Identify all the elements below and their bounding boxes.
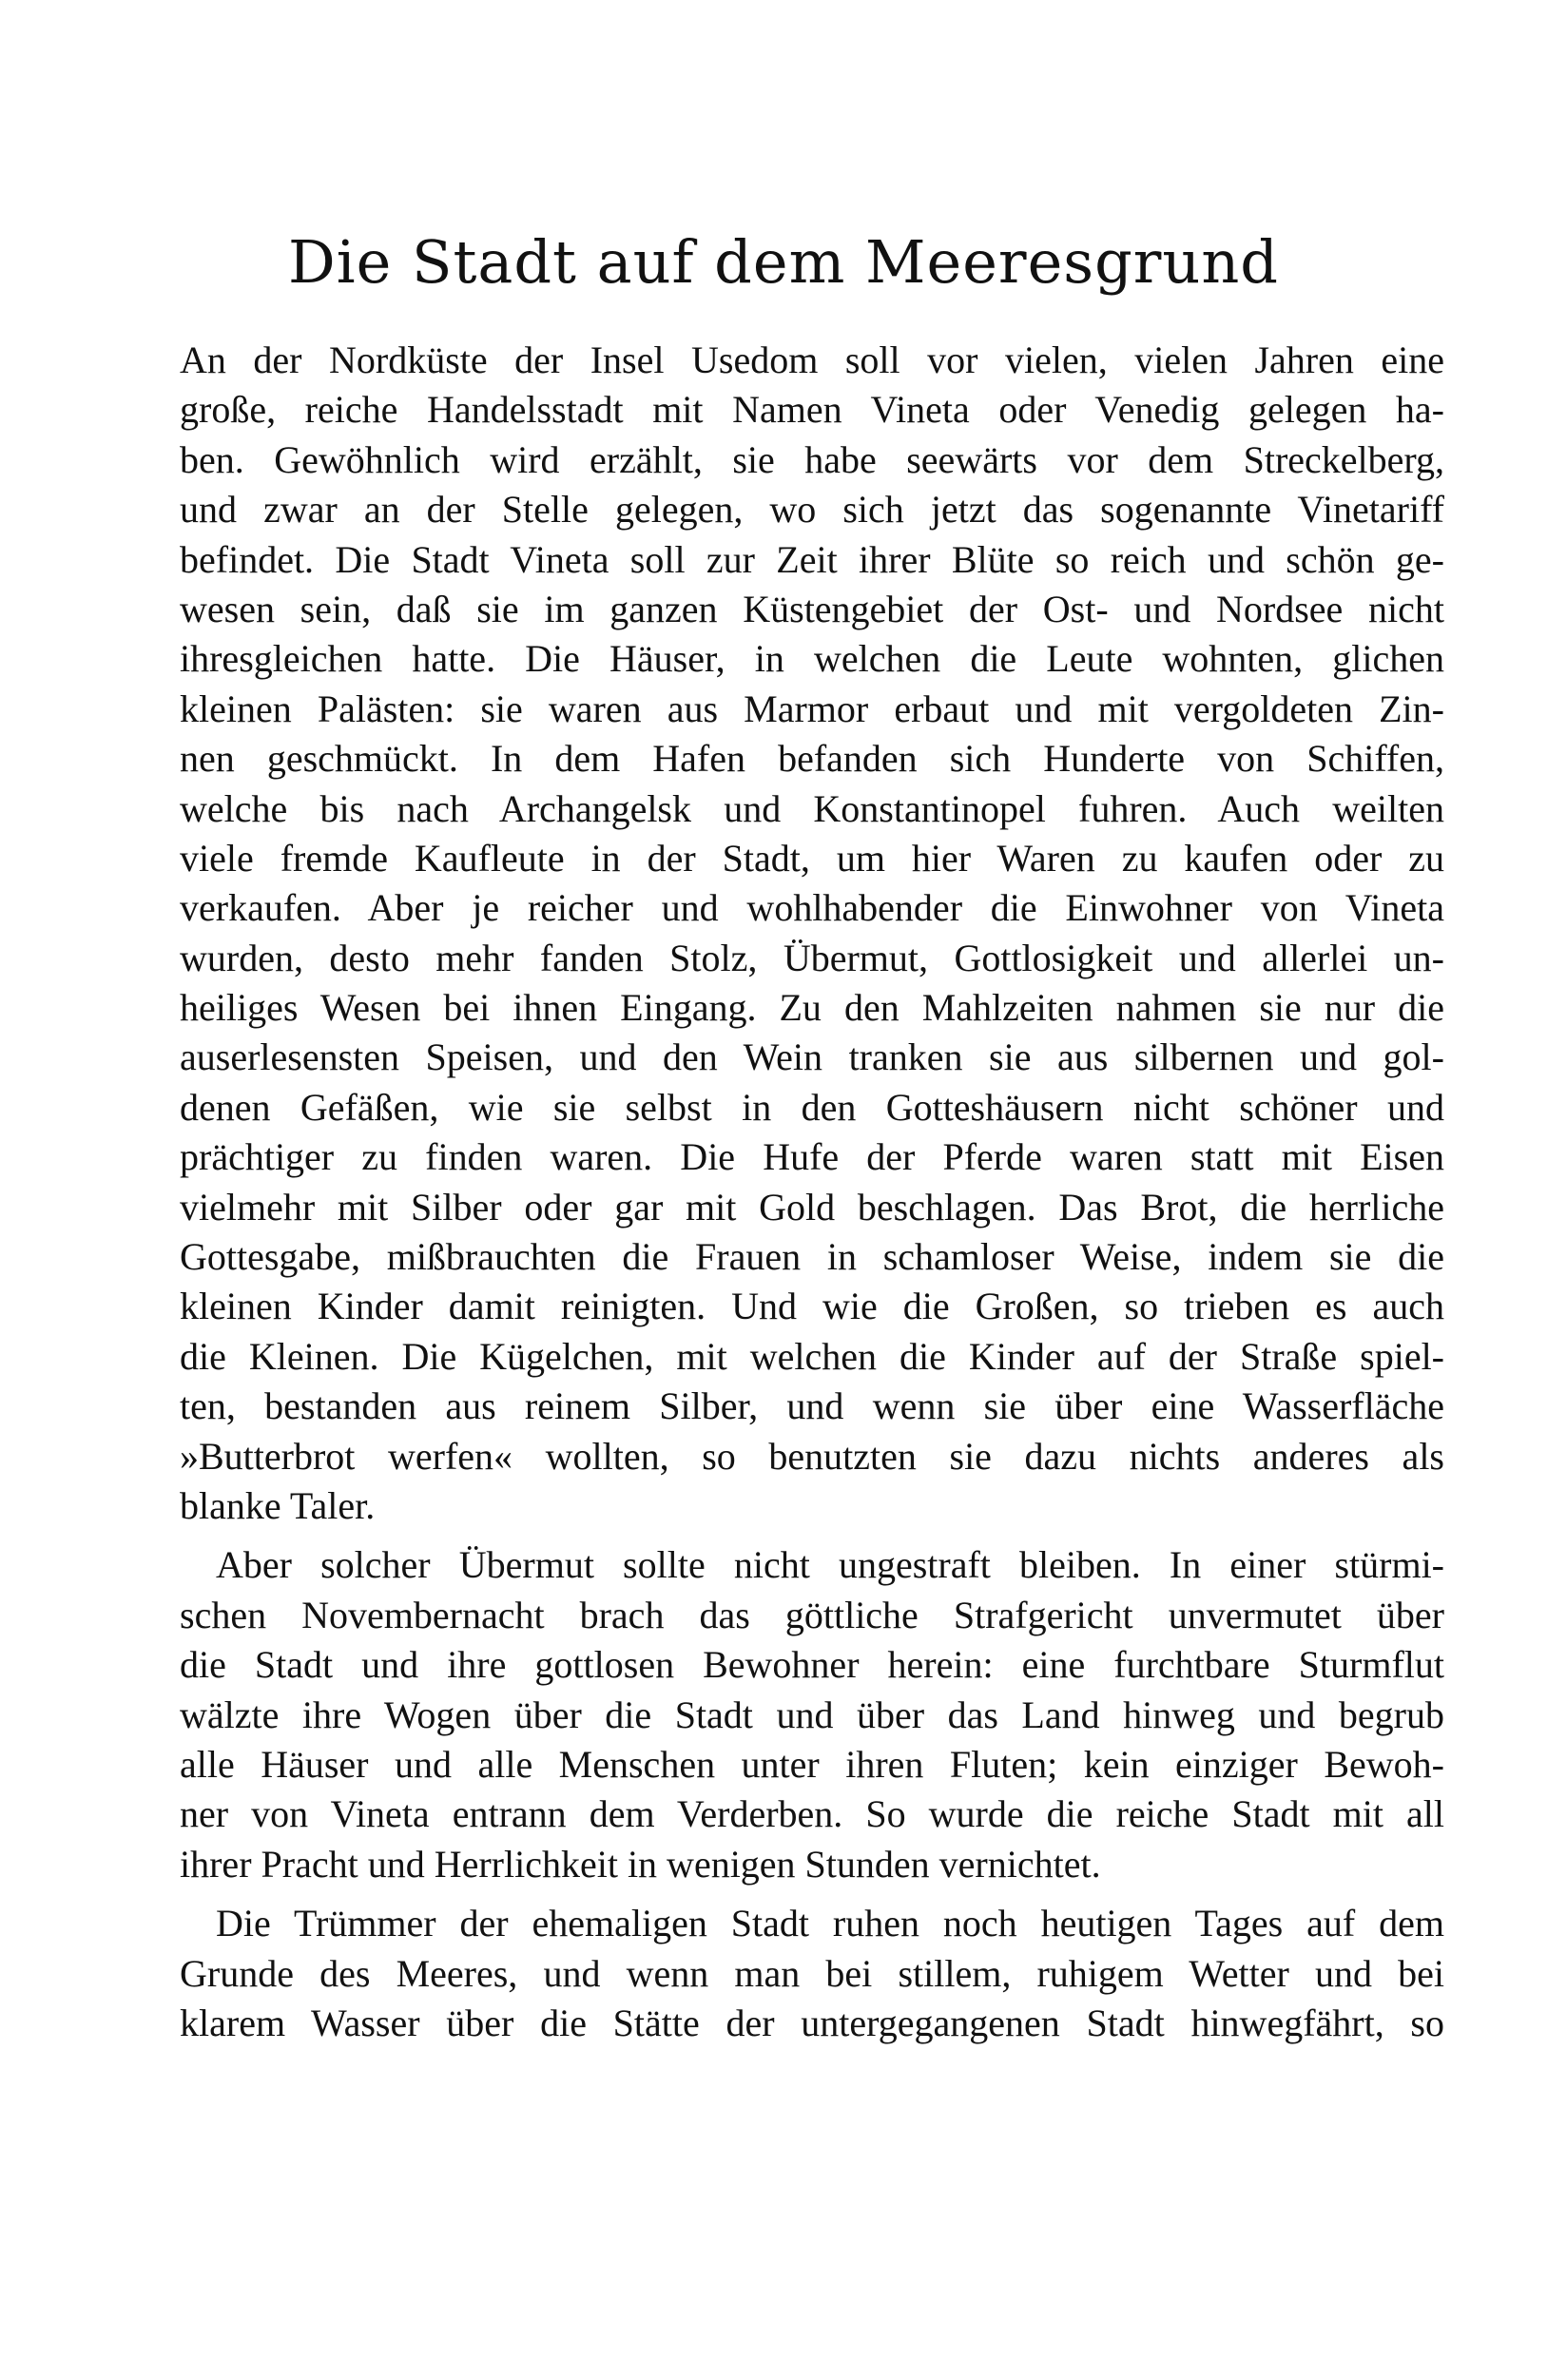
text-line: große, reiche Handelsstadt mit Namen Vineta oder Venedig gelegen ha- [180,388,1444,432]
text-line: Grunde des Meeres, und wenn man bei stillem, ruhigem Wetter und bei [180,1951,1444,1995]
text-line: verkaufen. Aber je reicher und wohlhabender die Einwohner von Vineta [180,886,1444,930]
text-line: ten, bestanden aus reinem Silber, und wenn sie über eine Wasserfläche [180,1384,1444,1428]
text-line: Gottesgabe, mißbrauchten die Frauen in schamloser Weise, indem sie die [180,1235,1444,1279]
text-line: denen Gefäßen, wie sie selbst in den Gotteshäusern nicht schöner und [180,1085,1444,1129]
text-line: kleinen Kinder damit reinigten. Und wie die Großen, so trieben es auch [180,1285,1444,1328]
text-line: wurden, desto mehr fanden Stolz, Übermut, Gottlosigkeit und allerlei un- [180,936,1444,979]
text-line: ner von Vineta entrann dem Verderben. So wurde die reiche Stadt mit all [180,1792,1444,1836]
text-line: vielmehr mit Silber oder gar mit Gold beschlagen. Das Brot, die herrliche [180,1185,1444,1229]
paragraph [180,1899,1444,2048]
text-line: wesen sein, daß sie im ganzen Küstengebiet der Ost- und Nordsee nicht [180,587,1444,630]
text-line: prächtiger zu finden waren. Die Hufe der Pferde waren statt mit Eisen [180,1135,1444,1179]
text-line: An der Nordküste der Insel Usedom soll vor vielen, vielen Jahren eine [180,339,1444,381]
text-line: alle Häuser und alle Menschen unter ihren Fluten; kein einziger Bewoh- [180,1742,1444,1786]
text-line: blanke Taler. [180,1483,376,1527]
text-line: Die Trümmer der ehemaligen Stadt ruhen noch heutigen Tages auf dem [216,1902,1444,1945]
text-line: klarem Wasser über die Stätte der untergegangenen Stadt hinwegfährt, so [180,2001,1444,2044]
text-line: ben. Gewöhnlich wird erzählt, sie habe seewärts vor dem Streckelberg, [180,437,1444,481]
text-line: welche bis nach Archangelsk und Konstantinopel fuhren. Auch weilten [180,786,1444,830]
paragraph [180,1540,1444,1889]
story-text [180,336,1444,2048]
text-line: auserlesensten Speisen, und den Wein tranken sie aus silbernen und gol- [180,1035,1444,1079]
paragraph [180,336,1444,1531]
page-title: Die Stadt auf dem Meeresgrund [288,227,1279,297]
text-line: die Kleinen. Die Kügelchen, mit welchen die Kinder auf der Straße spiel- [180,1334,1444,1378]
text-line: heiliges Wesen bei ihnen Eingang. Zu den Mahlzeiten nahmen sie nur die [180,986,1444,1030]
text-line: »Butterbrot werfen« wollten, so benutzten sie dazu nichts anderes als [180,1434,1444,1478]
text-line: ihresgleichen hatte. Die Häuser, in welchen die Leute wohnten, glichen [180,637,1444,681]
text-line: Aber solcher Übermut sollte nicht ungestraft bleiben. In einer stürmi- [216,1543,1444,1587]
text-line: schen Novembernacht brach das göttliche Strafgericht unvermutet über [180,1593,1444,1636]
text-line: befindet. Die Stadt Vineta soll zur Zeit ihrer Blüte so reich und schön ge- [180,537,1444,581]
text-line: nen geschmückt. In dem Hafen befanden sich Hunderte von Schiffen, [180,737,1444,781]
text-line: und zwar an der Stelle gelegen, wo sich jetzt das sogenannte Vinetariff [180,488,1444,532]
text-line: die Stadt und ihre gottlosen Bewohner herein: eine furchtbare Sturmflut [180,1643,1444,1687]
text-line: kleinen Palästen: sie waren aus Marmor erbaut und mit vergoldeten Zin- [180,687,1444,730]
text-line: ihrer Pracht und Herrlichkeit in wenigen Stunden vernichtet. [180,1842,1101,1886]
text-line: wälzte ihre Wogen über die Stadt und über das Land hinweg und begrub [180,1693,1444,1736]
paragraph-gap [180,1531,1444,1540]
text-line: viele fremde Kaufleute in der Stadt, um hier Waren zu kaufen oder zu [180,836,1444,880]
paragraph-gap [180,1889,1444,1899]
